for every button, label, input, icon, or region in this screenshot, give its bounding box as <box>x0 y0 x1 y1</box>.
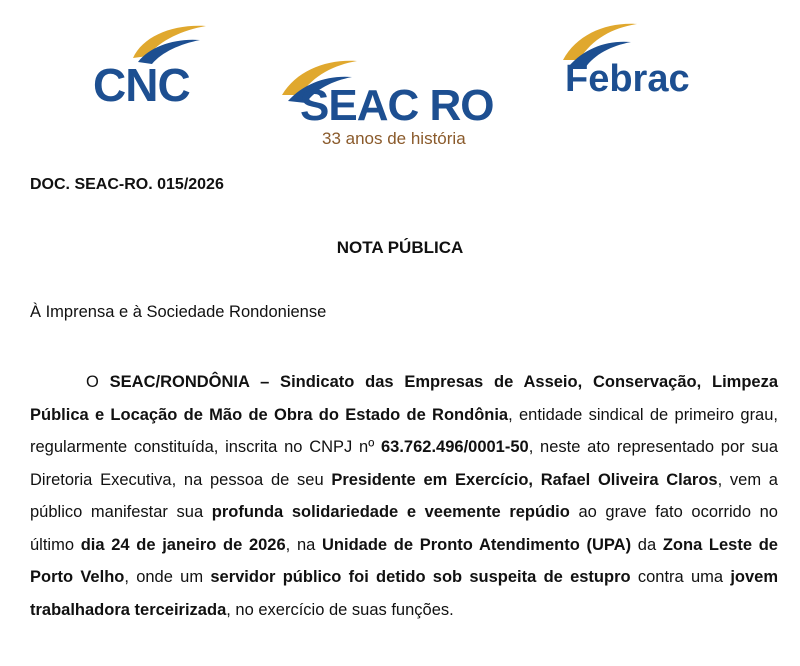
body-text-segment: ao grave fato ocorrido no último <box>30 503 778 554</box>
cnc-logo <box>88 18 213 113</box>
body-text-segment: , vem a público manifestar sua <box>30 470 778 521</box>
body-text-emphasis: SEAC/RONDÔNIA – Sindicato das Empresas de Asseio, Conservação, Limpeza Pública e Locação de Mão de Obra do Estado de Rondônia <box>30 373 779 424</box>
febrac-logo <box>555 18 725 108</box>
body-text-segment: , entidade sindical de primeiro grau, regularmente constituída, inscrita no CNPJ nº <box>30 405 778 456</box>
document-addressee: À Imprensa e à Sociedade Rondoniense <box>30 303 327 321</box>
body-text-emphasis: servidor público foi detido sob suspeita de estupro <box>210 568 631 586</box>
body-text-emphasis: Zona Leste de Porto Velho <box>30 535 778 586</box>
body-text-segment: , na <box>285 535 322 554</box>
body-text-segment: contra uma <box>630 568 731 586</box>
document-reference: DOC. SEAC-RO. 015/2026 <box>30 176 224 193</box>
seac-tagline: 33 anos de história <box>322 129 466 148</box>
seac-logo <box>272 55 512 155</box>
body-text-emphasis: Presidente em Exercício, Rafael Oliveira Claros <box>331 470 718 489</box>
body-text-emphasis: jovem trabalhadora terceirizada <box>30 568 778 619</box>
cnc-logo-text: CNC <box>93 59 190 111</box>
seac-logo-text: SEAC RO <box>300 81 494 130</box>
body-text-emphasis: 63.762.496/0001-50 <box>380 438 529 456</box>
document-title: NOTA PÚBLICA <box>336 238 464 257</box>
body-text-segment: , no exercício de suas funções. <box>226 600 454 619</box>
body-text-segment: , neste ato representado por sua Diretoria Executiva, na pessoa de seu <box>30 438 778 489</box>
body-text-emphasis: dia 24 de janeiro de 2026 <box>80 535 286 554</box>
body-text-emphasis: Unidade de Pronto Atendimento (UPA) <box>322 535 632 554</box>
febrac-logo-text: Febrac <box>565 58 690 100</box>
document-body-paragraph <box>30 366 778 626</box>
body-text-segment: O <box>86 373 110 391</box>
body-text-segment: da <box>631 535 663 554</box>
body-text-emphasis: profunda solidariedade e veemente repúdio <box>211 503 570 521</box>
body-text-segment: , onde um <box>124 568 211 586</box>
